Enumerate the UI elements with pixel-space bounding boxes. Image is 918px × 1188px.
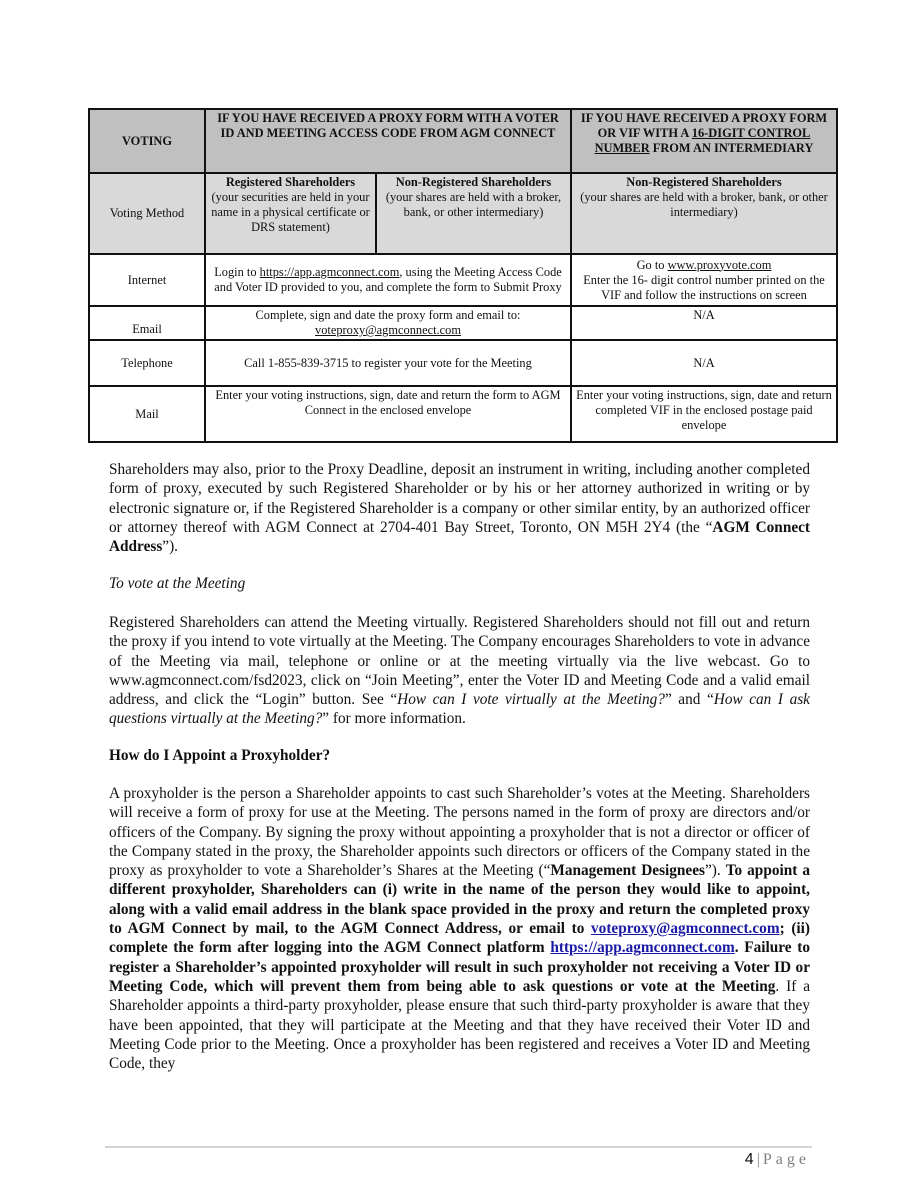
paragraph-proxy-deadline: Shareholders may also, prior to the Proxy Deadline, deposit an instrument in writing, including another completed form of proxy, executed by such Registered Shareholder or by his or her attorney authorized in writing or by electronic signature or, if the Registered Shareholder is a company or other similar entity, by an authorized officer or attorney thereof with AGM Connect at 2704-401 Bay Street, Toronto, ON M5H 2Y4 (the “AGM Connect Address”).	[109, 461, 810, 556]
nonregistered-agm-desc: (your shares are held with a broker, bank, or other intermediary)	[385, 190, 562, 219]
page-footer	[745, 1151, 810, 1169]
registered-desc-2: DRS statement)	[251, 220, 330, 234]
nonregistered-intermediary-cell	[571, 173, 837, 254]
voteproxy-email-link-body[interactable]: voteproxy@agmconnect.com	[591, 920, 780, 938]
paragraph-vote-virtually: Registered Shareholders can attend the Meeting virtually. Registered Shareholders should not fill out and return the proxy if you intend to vote virtually at the Meeting. The Company encourages Shareholders to vote in advance of the Meeting via mail, telephone or online or at the meeting virtually via the live webcast. Go to www.agmconnect.com/fsd2023, click on “Join Meeting”, enter the Voter ID and Meeting Code and a valid email address, and click the “Login” button. See “How can I vote virtually at the Meeting?” and “How can I ask questions virtually at the Meeting?” for more information.	[109, 614, 810, 728]
registered-shareholders-cell	[205, 173, 376, 254]
header-intermediary: IF YOU HAVE RECEIVED A PROXY FORM OR VIF WITH A 16-DIGIT CONTROL NUMBER FROM AN INTERMEDIARY	[571, 109, 837, 173]
method-internet: Internet	[89, 254, 205, 306]
voting-methods-table	[88, 108, 838, 443]
footer-separator: |	[756, 1151, 760, 1168]
table-header-row	[89, 109, 837, 173]
table-row-mail	[89, 386, 837, 442]
telephone-agm-instructions: Call 1-855-839-3715 to register your vote for the Meeting	[205, 340, 571, 386]
nonregistered-agm-cell	[376, 173, 571, 254]
paragraph-proxyholder: A proxyholder is the person a Shareholder appoints to cast such Shareholder’s votes at the Meeting. Shareholders will receive a form of proxy for use at the Meeting. The persons named in the form of proxy are directors and/or officers of the Company. By signing the proxy without appointing a proxyholder that is not a director or officer of the Company stated in the proxy, the Shareholder appoints such directors or officers of the Company stated in the proxy as proxyholder to vote a Shareholder’s Shares at the Meeting (“Management Designees”). To appoint a different proxyholder, Shareholders can (i) write in the name of the person they would like to appoint, along with a valid email address in the blank space provided in the proxy and return the completed proxy to AGM Connect by mail, to the AGM Connect Address, or email to voteproxy@agmconnect.com; (ii) complete the form after logging into the AGM Connect platform https://app.agmconnect.com. Failure to register a Shareholder’s appointed proxyholder will result in such proxyholder not receiving a Voter ID or Meeting Code, which will prevent them from being able to ask questions or vote at the Meeting. If a Shareholder appoints a third-party proxyholder, please ensure that such third-party proxyholder is aware that they have been appointed, that they will participate at the Meeting and that they have received their Voter ID and Meeting Code prior to the Meeting. Once a proxyholder has been registered and receives a Voter ID and Meeting Code, they	[109, 785, 811, 1073]
nonregistered-int-title: Non-Registered Shareholders	[626, 175, 782, 189]
table-row-internet	[89, 254, 837, 306]
header-agm-connect: IF YOU HAVE RECEIVED A PROXY FORM WITH A VOTER ID AND MEETING ACCESS CODE FROM AGM CONNECT	[205, 109, 571, 173]
proxyvote-link[interactable]: www.proxyvote.com	[667, 257, 772, 272]
page-label: Page	[762, 1151, 810, 1168]
footer-divider	[105, 1146, 812, 1148]
method-mail: Mail	[89, 386, 205, 442]
table-row-email	[89, 306, 837, 340]
internet-agm-instructions: Login to https://app.agmconnect.com, using the Meeting Access Code and Voter ID provided to you, and complete the form to Submit Proxy	[205, 254, 571, 306]
voting-method-label: Voting Method	[89, 173, 205, 254]
telephone-intermediary-na: N/A	[571, 340, 837, 386]
internet-intermediary-instructions: Go to www.proxyvote.com Enter the 16- digit control number printed on the VIF and follow the instructions on screen	[571, 254, 837, 306]
header-voting: VOTING	[89, 109, 205, 173]
nonregistered-int-desc: (your shares are held with a broker, bank, or other intermediary)	[580, 190, 828, 219]
registered-desc: (your securities are held in your name in a physical certificate or	[211, 190, 370, 219]
agm-app-link[interactable]: https://app.agmconnect.com	[259, 265, 400, 279]
registered-title: Registered Shareholders	[225, 175, 356, 189]
table-subheader-row	[89, 173, 837, 254]
voteproxy-email-link[interactable]: voteproxy@agmconnect.com	[315, 323, 461, 337]
method-telephone: Telephone	[89, 340, 205, 386]
agm-connect-address-term: AGM Connect Address	[109, 518, 810, 556]
page-number: 4	[744, 1151, 754, 1168]
table-row-telephone	[89, 340, 837, 386]
mail-agm-instructions: Enter your voting instructions, sign, date and return the form to AGM Connect in the enclosed envelope	[205, 386, 571, 442]
mail-intermediary-instructions: Enter your voting instructions, sign, date and return completed VIF in the enclosed postage paid envelope	[571, 386, 837, 442]
header-16-digit-underlined: 16-DIGIT CONTROL NUMBER	[594, 126, 811, 155]
email-intermediary-na: N/A	[571, 306, 837, 340]
nonregistered-agm-title: Non-Registered Shareholders	[395, 175, 552, 189]
heading-appoint-proxyholder: How do I Appoint a Proxyholder?	[109, 747, 331, 764]
email-agm-instructions: Complete, sign and date the proxy form and email to: voteproxy@agmconnect.com	[205, 306, 571, 340]
agm-app-link-body[interactable]: https://app.agmconnect.com	[550, 939, 735, 957]
subheading-vote-at-meeting: To vote at the Meeting	[109, 575, 246, 592]
method-email: Email	[89, 306, 205, 340]
